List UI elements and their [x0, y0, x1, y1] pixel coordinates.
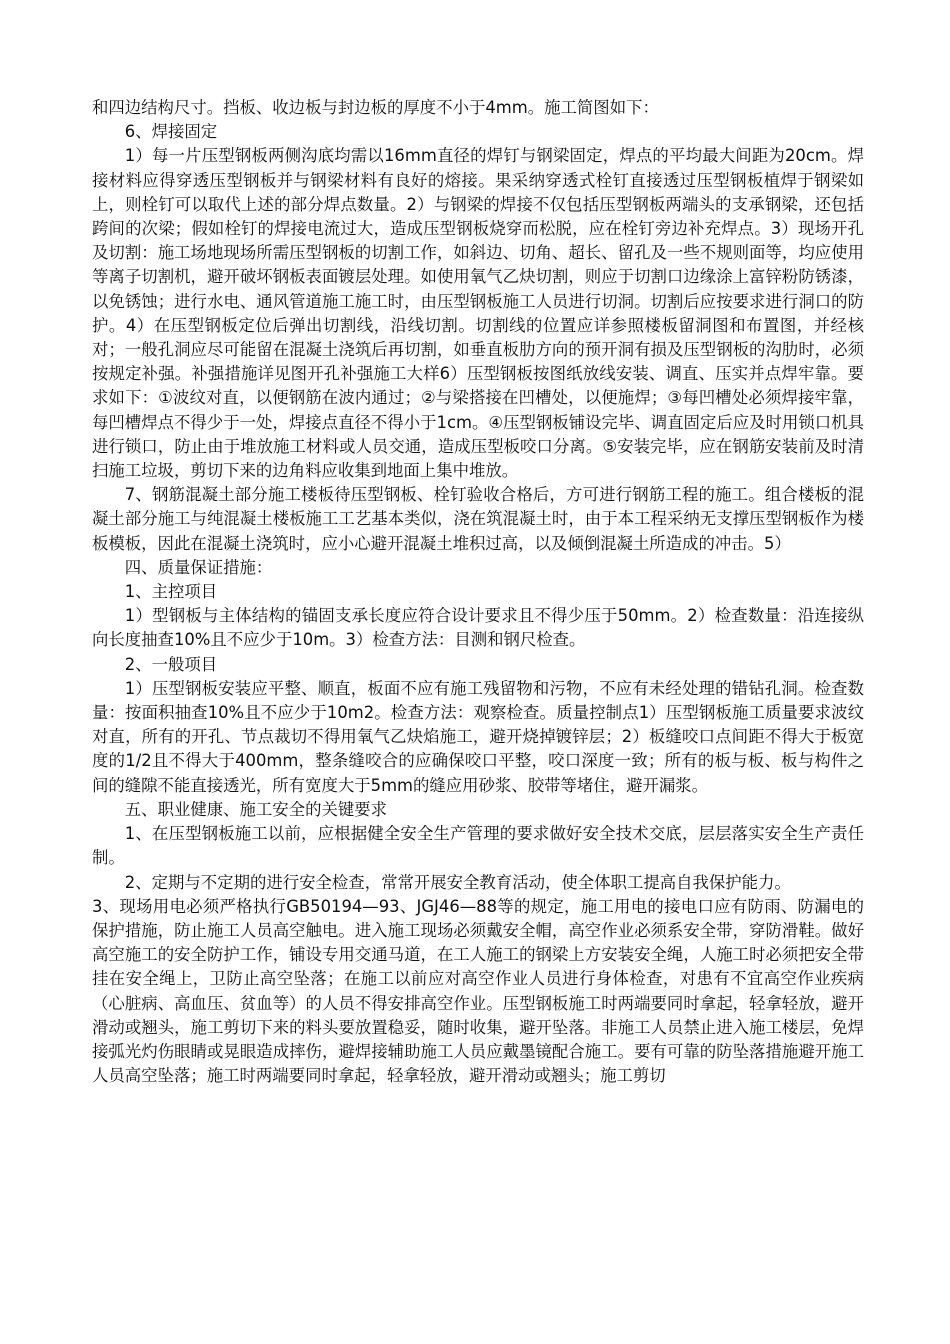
paragraph-weld-details: 1）每一片压型钢板两侧沟底均需以16mm直径的焊钉与钢梁固定，焊点的平均最大间距为20cm。焊接材料应得穿透压型钢板并与钢梁材料有良好的熔接。果采纳穿透式栓钉直接透过压型钢板植焊于钢梁如上，则栓钉可以取代上述的部分焊点数量。2）与钢梁的焊接不仅包括压型钢板两端头的支承钢梁，还包括跨间的次梁；假如栓钉的焊接电流过大，造成压型钢板烧穿而松脱，应在栓钉旁边补充焊点。3）现场开孔及切割：施工场地现场所需压型钢板的切割工作，如斜边、切角、超长、留孔及一些不规则面等，均应使用等离子切割机，避开破坏钢板表面镀层处理。如使用氧气乙炔切割，则应于切割口边缘涂上富锌粉防锈漆，以免锈蚀；进行水电、通风管道施工施工时，由压型钢板施工人员进行切洞。切割后应按要求进行洞口的防护。4）在压型钢板定位后弹出切割线，沿线切割。切割线的位置应详参照楼板留洞图和布置图，并经核对；一般孔洞应尽可能留在混凝土浇筑后再切割，如垂直板肋方向的预开洞有损及压型钢板的沟肋时，必须按规定补强。补强措施详见图开孔补强施工大样6）压型钢板按图纸放线安装、调直、压实并点焊牢靠。要求如下：①波纹对直，以便钢筋在波内通过；②与梁搭接在凹槽处，以便施焊；③每凹槽处必须焊接牢靠，每凹槽焊点不得少于一处，焊接点直径不得小于1cm。④压型钢板铺设完毕、调直固定后应及时用锁口机具进行锁口，防止由于堆放施工材料或人员交通，造成压型板咬口分离。⑤安装完毕，应在钢筋安装前及时清扫施工垃圾，剪切下来的边角料应收集到地面上集中堆放。	[92, 146, 864, 481]
paragraph-intro: 和四边结构尺寸。挡板、收边板与封边板的厚度不小于4mm。施工简图如下：	[92, 98, 659, 117]
paragraph-general-items: 1）压型钢板安装应平整、顺直，板面不应有施工残留物和污物，不应有未经处理的错钻孔洞。检查数量：按面积抽查10%且不应少于10m2。检查方法：观察检查。质量控制点1）压型钢板施工质量要求波纹对直，所有的开孔、节点裁切不得用氧气乙炔焰施工，避开烧掉镀锌层；2）板缝咬口点间距不得大于板宽度的1/2且不得大于400mm，整条缝咬合的应确保咬口平整，咬口深度一致；所有的板与板、板与构件之间的缝隙不能直接透光，所有宽度大于5mm的缝应用砂浆、胶带等堵住，避开漏浆。	[92, 678, 864, 795]
paragraph-safety-3: 3、现场用电必须严格执行GB50194—93、JGJ46—88等的规定，施工用电的接电口应有防雨、防漏电的保护措施，防止施工人员高空触电。进入施工现场必须戴安全帽，高空作业必须系安全带，穿防滑鞋。做好高空施工的安全防护工作，铺设专用交通马道，在工人施工的钢梁上方安装安全绳，人施工时必须把安全带挂在安全绳上，卫防止高空坠落；在施工以前应对高空作业人员进行身体检查，对患有不宜高空作业疾病（心脏病、高血压、贫血等）的人员不得安排高空作业。压型钢板施工时两端要同时拿起，轻拿轻放，避开滑动或翘头，施工剪切下来的料头要放置稳妥，随时收集，避开坠落。非施工人员禁止进入施工楼层，免焊接弧光灼伤眼睛或晃眼造成摔伤，避焊接辅助施工人员应戴墨镜配合施工。要有可靠的防坠落措施避开施工人员高空坠落；施工时两端要同时拿起，轻拿轻放，避开滑动或翘头；施工剪切	[92, 896, 864, 1086]
heading-safety: 五、职业健康、施工安全的关键要求	[124, 799, 388, 819]
paragraph-safety-1: 1、在压型钢板施工以前，应根据健全安全生产管理的要求做好安全技术交底，层层落实安全生产责任制。	[92, 824, 864, 868]
paragraph-rebar-concrete: 7、钢筋混凝土部分施工楼板待压型钢板、栓钉验收合格后，方可进行钢筋工程的施工。组合楼板的混凝土部分施工与纯混凝土楼板施工工艺基本类似，浇在筑混凝土时，由于本工程采纳无支撑压型钢板作为楼板模板，因此在混凝土浇筑时，应小心避开混凝土堆积过高，以及倾倒混凝土所造成的冲击。5）	[92, 485, 864, 553]
paragraph-main-items: 1）型钢板与主体结构的锚固支承长度应符合设计要求且不得少压于50mm。2）检查数量：沿连接纵向长度抽查10%且不应少于10m。3）检查方法：目测和钢尺检查。	[92, 606, 864, 650]
document-body	[92, 96, 864, 1088]
heading-quality-measures: 四、质量保证措施：	[124, 557, 273, 577]
heading-weld-fixing: 6、焊接固定	[124, 122, 218, 142]
heading-main-items: 1、主控项目	[124, 582, 218, 602]
heading-general-items: 2、一般项目	[124, 654, 218, 674]
paragraph-safety-2: 2、定期与不定期的进行安全检查，常常开展安全教育活动，使全体职工提高自我保护能力。	[124, 872, 791, 892]
